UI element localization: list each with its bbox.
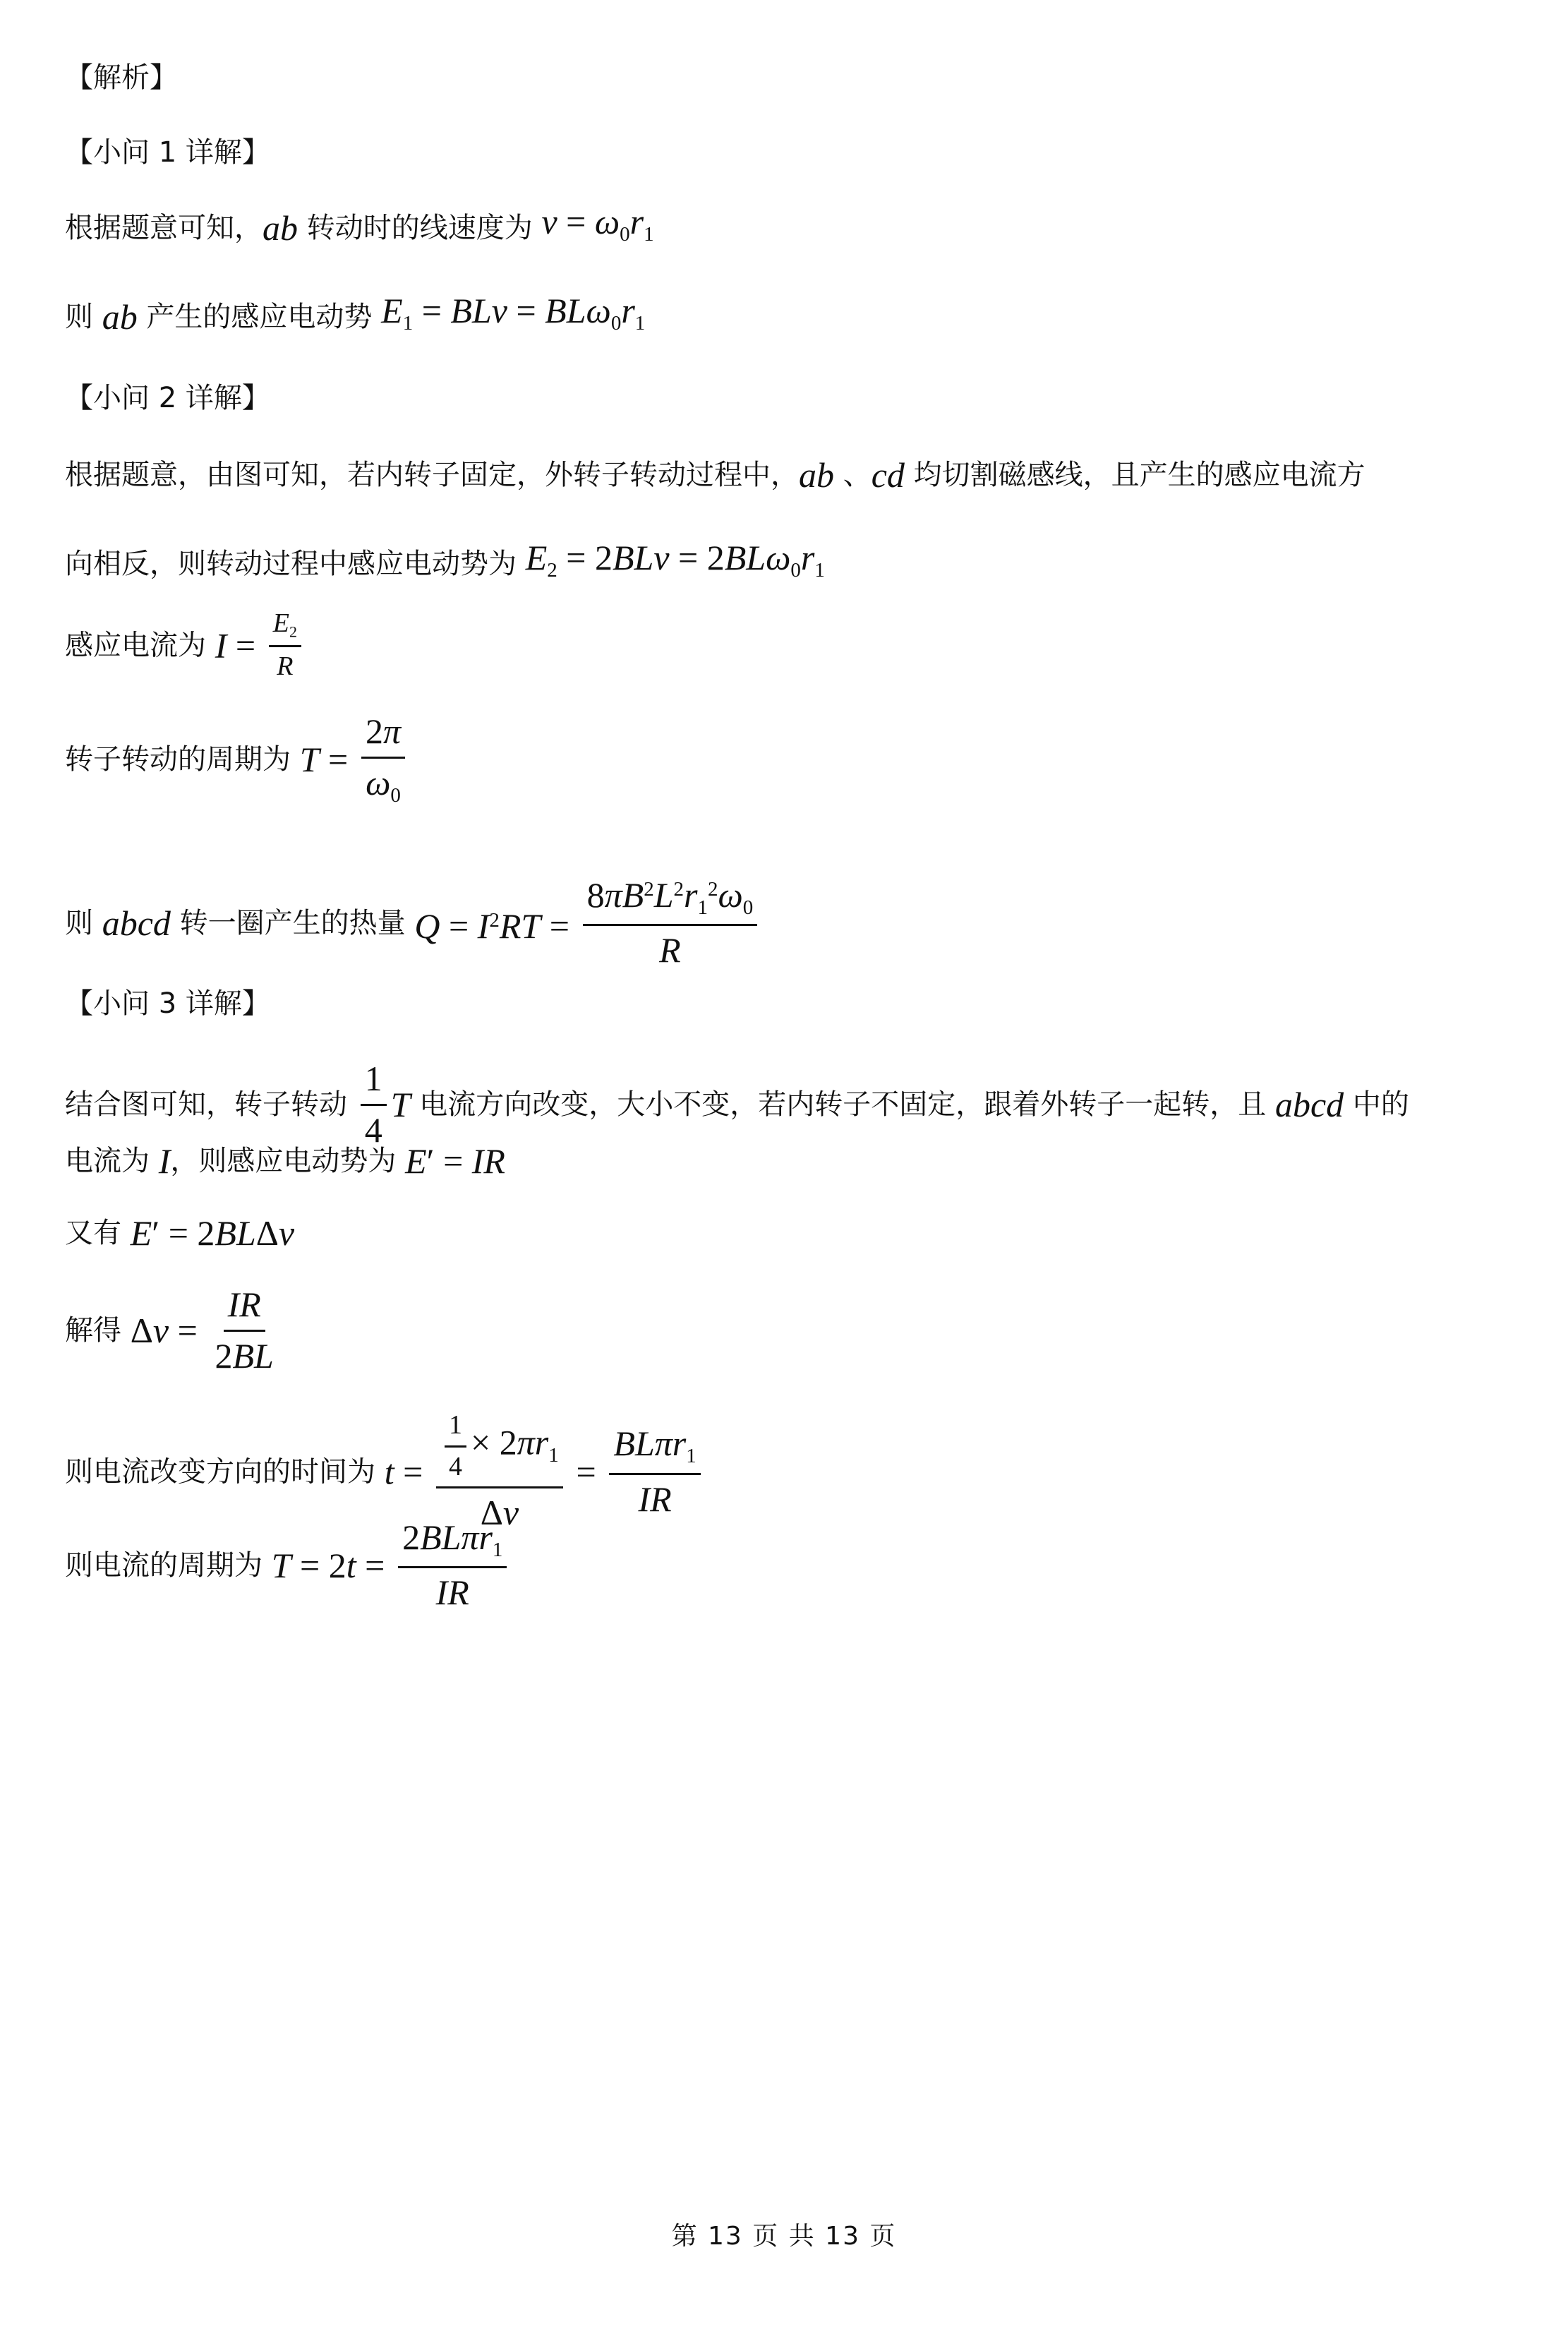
q1-emf-formula: $E_1$ = BLv = $BL\omega_0r_1$ [381,291,646,335]
q2-line3-text: 感应电流为 [65,629,206,662]
q3-current-period-fraction: $\frac{2BL\pi r_1}{IR}$ [398,1517,507,1613]
q3-line4 [65,1285,282,1376]
q1-line2-text-b: 产生的感应电动势 [137,301,373,334]
q2-line1-var-cd: cd [871,455,905,495]
q2-heat-fraction: $\frac{8\pi B^2L^2r_1^2\omega_0}{R}$ [583,875,758,971]
q3-line2 [65,1141,505,1181]
q3-line5: 则电流改变方向的时间为 t = $\frac{1}{4}$ × $2\pi r_1$ Δv = $\frac{BL\pi r_1}{IR}$ [65,1410,705,1534]
q3-line1-text-c: 中的 [1344,1088,1409,1121]
q2-line4 [65,711,409,807]
page-number: 第 13 页 共 13 页 [671,2222,897,2251]
q3-line6 [65,1517,511,1613]
q2-line5-var: abcd [102,903,171,943]
q2-heat-formula: $Q = I^2RT$ = [414,906,569,946]
q3-period-symbol: T [390,1085,411,1124]
q2-line1-sep: 、 [834,459,872,491]
q2-line1-text-a: 根据题意，由图可知，若内转子固定，外转子转动过程中， [65,459,799,491]
q2-line2-text: 向相反，则转动过程中感应电动势为 [65,548,517,581]
q2-line3 [65,608,306,682]
q3-title: 【小问 3 详解】 [65,987,270,1020]
q2-line1-text-b: 均切割磁感线，且产生的感应电流方 [904,459,1365,491]
q2-current-formula: I = [215,625,256,666]
q2-line5-text-b: 转一圈产生的热量 [170,906,406,939]
q3-line1-text-b: 电流方向改变，大小不变，若内转子不固定，跟着外转子一起转，且 [410,1088,1275,1121]
q2-current-fraction: $\frac{E_2}{R}$ [269,608,301,682]
q3-line1-var: abcd [1274,1085,1344,1124]
q1-line1 [65,202,654,251]
q2-line2 [65,538,825,587]
q3-time-formula: t = [384,1452,423,1492]
q2-line5 [65,875,761,971]
q3-line6-text: 则电流的周期为 [65,1548,263,1582]
q2-line1 [65,455,1365,495]
q3-time-fraction: $\frac{1}{4}$ × $2\pi r_1$ Δv [436,1410,563,1534]
q3-line3-text: 又有 [65,1217,121,1249]
q3-line2-text-b: ，则感应电动势为 [170,1145,397,1177]
analysis-header: 【解析】 [65,61,178,94]
q2-period-fraction: $\frac{2\pi}{\omega_0}$ [361,711,405,807]
q1-line1-var: ab [263,208,298,248]
q3-dv-fraction: $\frac{IR}{2BL}$ [215,1285,274,1376]
q2-line1-var-ab: ab [799,455,834,495]
q3-dv-formula: Δv = [130,1311,198,1350]
q1-line2-var: ab [102,297,138,337]
q3-emf-formula: E′ = IR [405,1141,505,1181]
q3-time-result-fraction: $\frac{BL\pi r_1}{IR}$ [609,1424,700,1520]
q1-line1-mid: 转动时的线速度为 [298,212,533,245]
q3-time-inner-fraction: $\frac{1}{4}$ [445,1410,466,1482]
q3-line1-text-a: 结合图可知，转子转动 [65,1088,347,1121]
q1-line2 [65,291,646,340]
q2-line5-text-a: 则 [65,906,102,939]
q3-current-period-formula: T = 2t = [271,1545,385,1585]
q3-line1 [65,1059,1409,1150]
q1-title: 【小问 1 详解】 [65,136,270,169]
q3-line2-text-a: 电流为 [65,1145,159,1177]
q1-line2-text-a: 则 [65,301,102,334]
q3-emf2-formula: E′ = 2BLΔv [130,1213,295,1253]
q2-emf-formula: $E_2 = 2BLv = 2BL\omega_0r_1$ [525,538,825,582]
q3-quarter-fraction: $\frac{1}{4}$ [361,1059,387,1150]
q3-line4-text: 解得 [65,1314,121,1347]
q3-line2-var: I [158,1141,171,1181]
q1-line1-text: 根据题意可知， [65,212,263,245]
q2-period-formula: T = [299,739,349,779]
q3-line5-text: 则电流改变方向的时间为 [65,1455,375,1488]
q3-line3 [65,1213,295,1253]
q1-velocity-formula: $v = \omega_0r_1$ [541,202,654,246]
q2-title: 【小问 2 详解】 [65,382,270,414]
q2-line4-text: 转子转动的周期为 [65,742,291,776]
